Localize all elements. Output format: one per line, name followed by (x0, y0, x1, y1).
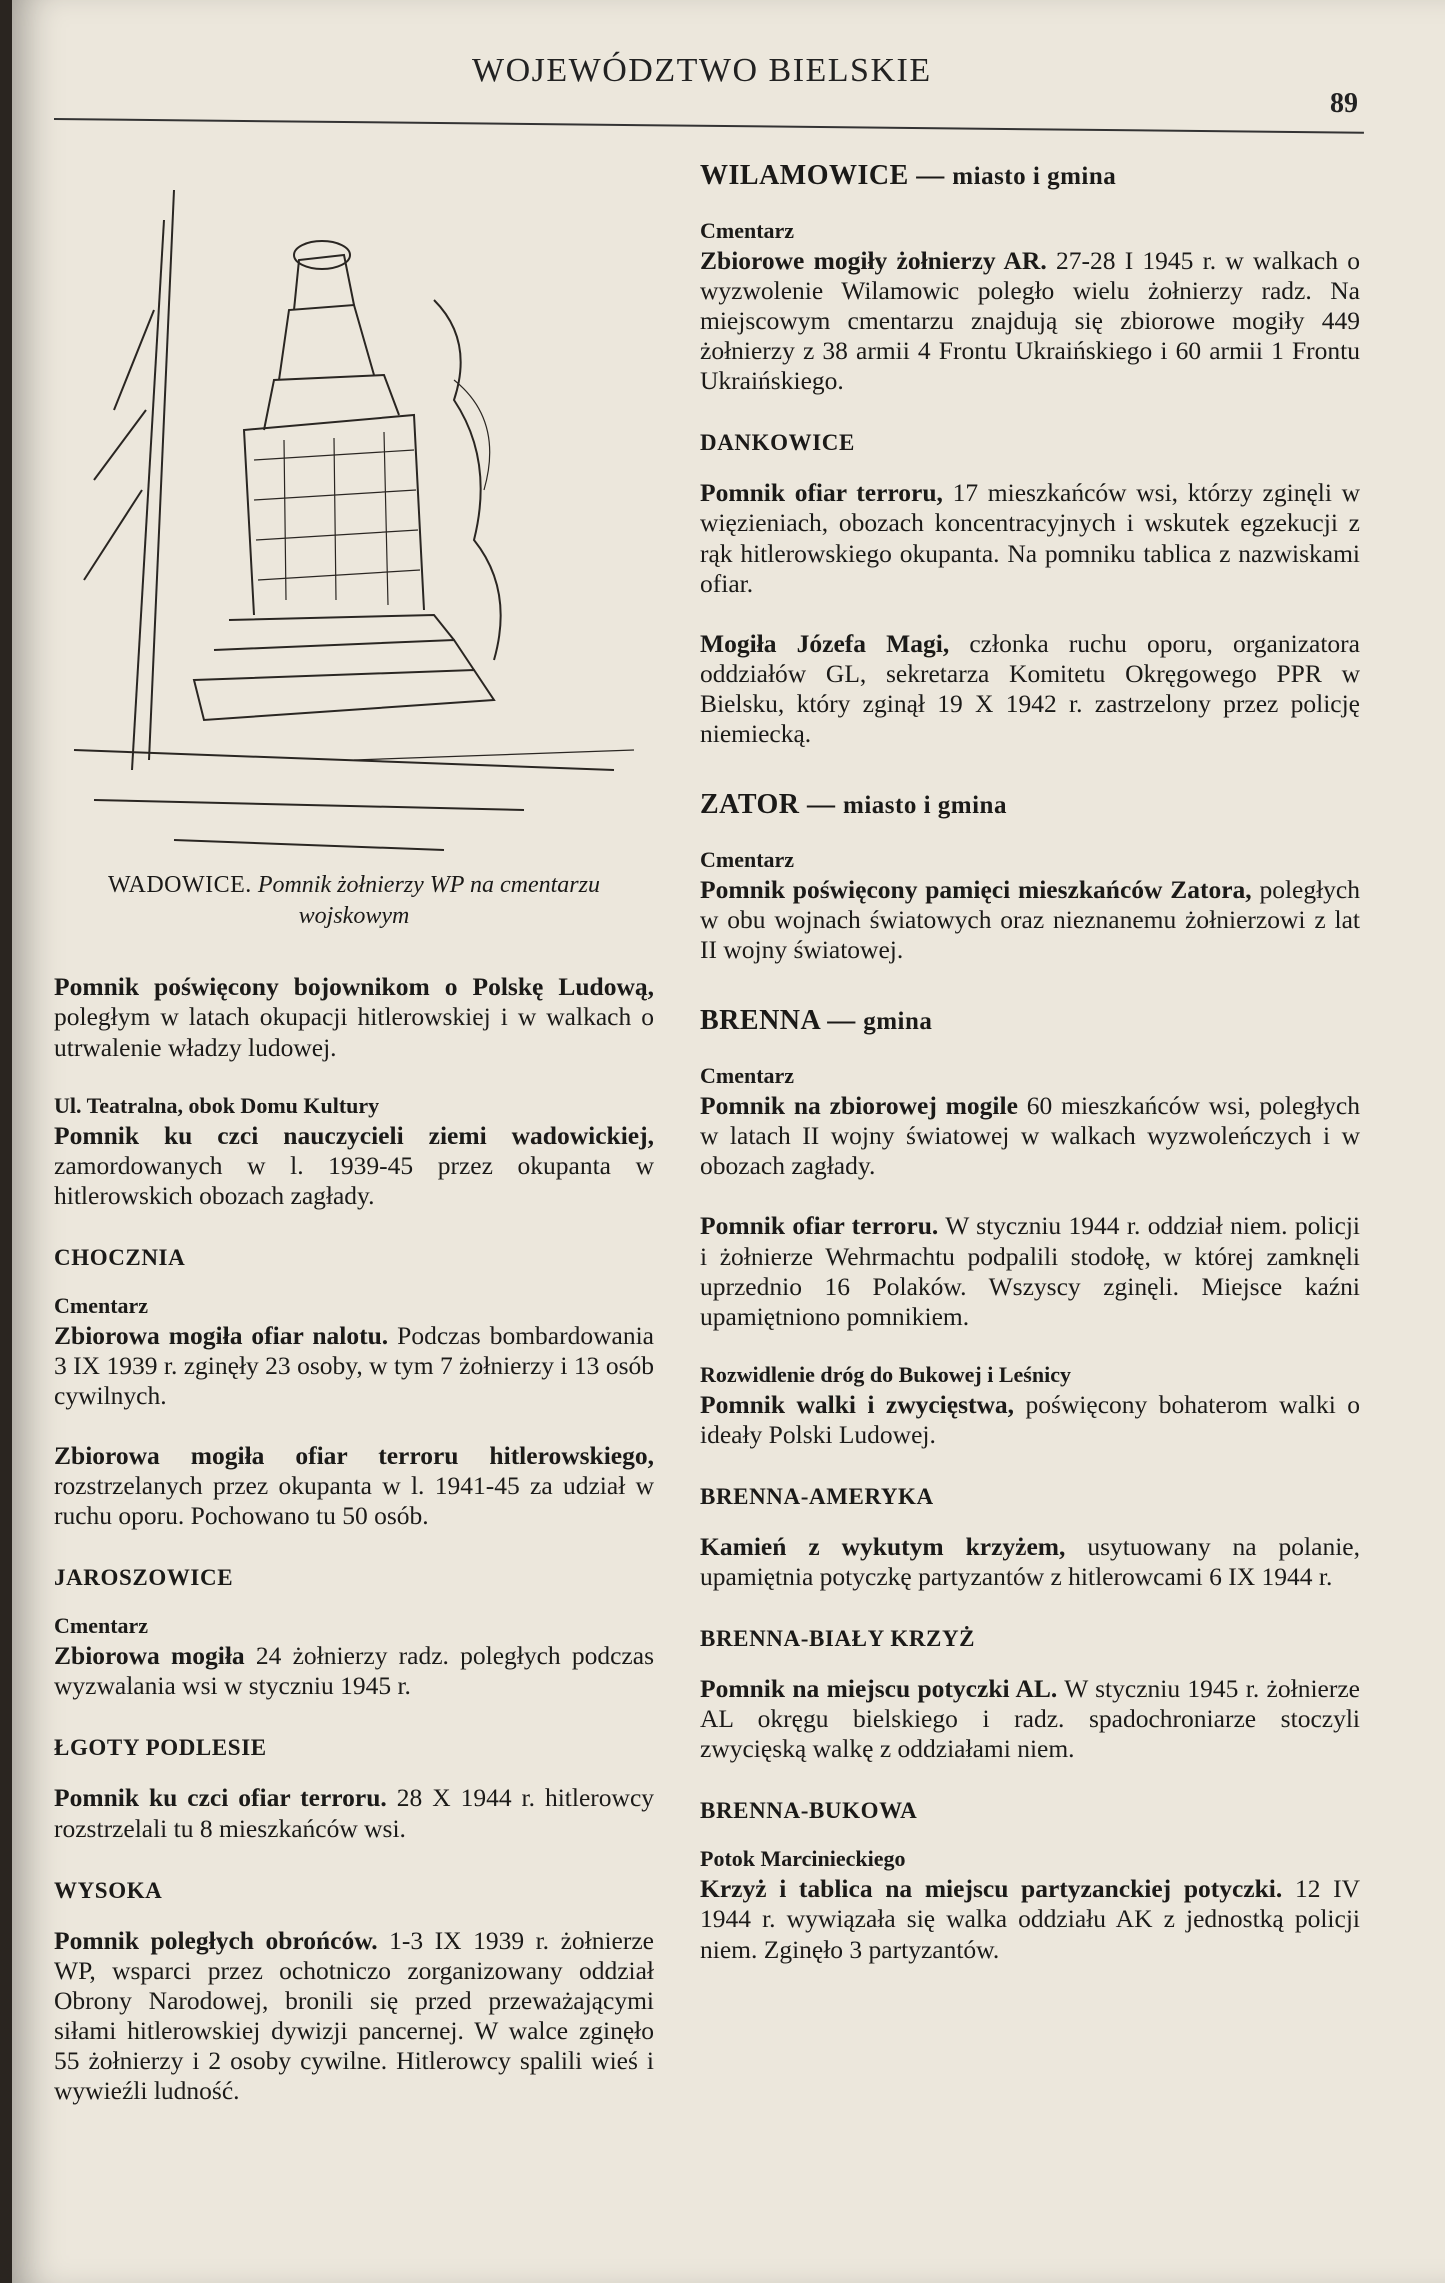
section-kind: gmina (863, 1008, 933, 1036)
entry-title: Kamień z wykutym krzyżem, (700, 1531, 1066, 1561)
left-column (54, 160, 654, 2136)
entry-paragraph (54, 1121, 654, 1211)
entry-text: 28 X 1944 r. hitlerowcy rozstrzelali tu 8 mieszkańców wsi. (54, 1783, 655, 1843)
entry-paragraph (700, 1211, 1360, 1331)
entry-paragraph (54, 972, 654, 1062)
entry-text: poległym w latach okupacji hitlerowskiej i w walkach o utrwalenie władzy ludowej. (54, 1002, 654, 1062)
entry-text: Podczas bombardowania 3 IX 1939 r. zginęły 23 osoby, w tym 7 żołnierzy i 13 osób cywilnych. (54, 1320, 654, 1410)
entry-text: 17 mieszkańców wsi, którzy zginęli w więzieniach, obozach koncentracyjnych i wskutek egzekucji z rąk hitlerowskiego okupanta. Na pomniku tablica z nazwiskami ofiar. (700, 478, 1361, 598)
section-name: ZATOR (700, 789, 800, 821)
entry-title: Pomnik ofiar terroru, (700, 478, 943, 508)
monument-sketch (54, 160, 654, 860)
entry-paragraph (54, 1321, 654, 1411)
entry-text: 60 mieszkańców wsi, poległych w latach II wojny światowej w walkach wyzwoleńczych i w obozach zagłady. (700, 1091, 1360, 1181)
entry-paragraph (700, 875, 1360, 965)
location-subheading: Cmentarz (700, 1063, 795, 1089)
header-rule (54, 118, 1364, 134)
locality-heading-brenna-ameryka: BRENNA-AMERYKA (700, 1483, 934, 1509)
locality-heading-wysoka: WYSOKA (54, 1877, 163, 1903)
locality-heading-lgoty: ŁGOTY PODLESIE (54, 1735, 267, 1761)
running-head: WOJEWÓDZTWO BIELSKIE (472, 52, 932, 89)
location-subheading: Cmentarz (54, 1613, 149, 1639)
monument-illustration (54, 160, 654, 860)
entry-title: Mogiła Józefa Magi, (700, 628, 950, 658)
entry-title: Krzyż i tablica na miejscu partyzanckiej potyczki. (700, 1874, 1283, 1904)
section-name: WILAMOWICE (700, 160, 909, 191)
entry-paragraph (700, 1874, 1360, 1964)
locality-heading-brenna-bukowa: BRENNA-BUKOWA (700, 1798, 918, 1824)
entry-text: poświęcony bohaterom walki o ideały Polski Ludowej. (700, 1389, 1360, 1449)
entry-text: 1-3 IX 1939 r. żołnierze WP, wsparci przez ochotniczo zorganizowany oddział Obrony Narodowej, bronili się przed przeważającymi siłami hitlerowskiej dywizji pancernej. W walce zginęło 55 żołnierzy i 2 osoby cywilne. Hitlerowcy spalili wieś i wywieźli ludność. (54, 1925, 655, 2106)
location-subheading: Ul. Teatralna, obok Domu Kultury (54, 1092, 380, 1118)
caption-place: WADOWICE. (108, 872, 252, 898)
entry-text: usytuowany na polanie, upamiętnia potyczkę partyzantów z hitlerowcami 6 IX 1944 r. (700, 1531, 1360, 1592)
entry-title: Zbiorowe mogiły żołnierzy AR. (700, 246, 1047, 275)
entry-title: Zbiorowa mogiła ofiar nalotu. (54, 1320, 389, 1350)
location-subheading: Cmentarz (700, 847, 795, 873)
location-subheading: Cmentarz (700, 218, 795, 243)
entry-paragraph (700, 1091, 1360, 1181)
illustration-caption (54, 870, 654, 932)
section-kind: miasto i gmina (952, 163, 1117, 190)
entry-text: poległych w obu wojnach światowych oraz nieznanemu żołnierzowi z lat II wojny światowej. (700, 875, 1360, 965)
entry-title: Pomnik poświęcony pamięci mieszkańców Zatora, (700, 875, 1252, 905)
entry-title: Zbiorowa mogiła ofiar terroru hitlerowskiego, (54, 1441, 654, 1471)
entry-title: Pomnik ku czci ofiar terroru. (54, 1783, 387, 1813)
entry-title: Pomnik poległych obrońców. (54, 1925, 378, 1955)
entry-paragraph (700, 246, 1360, 396)
caption-text: Pomnik żołnierzy WP na cmentarzu wojskowym (257, 872, 600, 930)
section-title-wilamowice (700, 160, 1360, 192)
entry-text: rozstrzelanych przez okupanta w l. 1941-45 za udział w ruchu oporu. Pochowano tu 50 osób. (54, 1471, 654, 1531)
entry-paragraph (54, 1926, 654, 2106)
entry-title: Pomnik walki i zwycięstwa, (700, 1389, 1015, 1419)
entry-paragraph (700, 1674, 1360, 1764)
entry-text: 12 IV 1944 r. wywiązała się walka oddziału AK z jednostką policji niem. Zginęło 3 partyzantów. (700, 1874, 1360, 1964)
entry-title: Pomnik ku czci nauczycieli ziemi wadowickiej, (54, 1120, 654, 1150)
book-page (12, 0, 1445, 2283)
entry-title: Pomnik na zbiorowej mogile (700, 1091, 1018, 1121)
section-dash: — (827, 1005, 856, 1037)
entry-paragraph (700, 1390, 1360, 1450)
entry-text: członka ruchu oporu, organizatora oddziałów GL, sekretarza Komitetu Okręgowego PPR w Bielsku, który zginął 19 X 1942 r. zastrzelony przez policję niemiecką. (700, 628, 1360, 748)
entry-title: Pomnik poświęcony bojownikom o Polskę Ludową, (54, 972, 654, 1002)
entry-text: zamordowanych w l. 1939-45 przez okupanta w hitlerowskich obozach zagłady. (54, 1150, 654, 1210)
right-column (700, 160, 1360, 1995)
location-subheading: Rozwidlenie dróg do Bukowej i Leśnicy (700, 1361, 1071, 1387)
entry-text: 27-28 I 1945 r. w walkach o wyzwolenie Wilamowic poległo wielu żołnierzy radz. Na miejscowym cmentarzu znajdują się zbiorowe mogiły 449 żołnierzy z 38 armii 4 Frontu Ukraińskiego i 60 armii 1 Frontu Ukraińskiego. (700, 246, 1360, 396)
entry-title: Zbiorowa mogiła (54, 1641, 245, 1671)
section-kind: miasto i gmina (843, 792, 1007, 820)
entry-paragraph (54, 1783, 654, 1843)
locality-heading-dankowice: DANKOWICE (700, 430, 855, 456)
section-title-zator (700, 789, 1360, 821)
entry-paragraph (700, 1532, 1360, 1592)
entry-paragraph (54, 1441, 654, 1531)
entry-text: W styczniu 1945 r. żołnierze AL okręgu bielskiego i radz. spadochroniarze stoczyli zwycięską walkę z oddziałami niem. (700, 1674, 1360, 1764)
locality-heading-brenna-bialy-krzyz: BRENNA-BIAŁY KRZYŻ (700, 1626, 976, 1652)
locality-heading-chocznia: CHOCZNIA (54, 1244, 186, 1270)
location-subheading: Potok Marcinieckiego (700, 1846, 906, 1872)
entry-paragraph (54, 1641, 654, 1701)
entry-title: Pomnik ofiar terroru. (700, 1211, 939, 1241)
entry-paragraph (700, 629, 1360, 749)
entry-text: W styczniu 1944 r. oddział niem. policji i żołnierze Wehrmachtu podpalili stodołę, w której zamknęli uprzednio 16 Polaków. Wszyscy zginęli. Miejsce kaźni upamiętniono pomnikiem. (700, 1211, 1361, 1331)
section-name: BRENNA (700, 1005, 820, 1037)
entry-title: Pomnik na miejscu potyczki AL. (700, 1674, 1058, 1704)
entry-text: 24 żołnierzy radz. poległych podczas wyzwalania wsi w styczniu 1945 r. (54, 1641, 654, 1701)
locality-heading-jaroszowice: JAROSZOWICE (54, 1565, 234, 1591)
location-subheading: Cmentarz (54, 1292, 149, 1318)
section-dash: — (807, 789, 836, 821)
page-number: 89 (1330, 88, 1358, 119)
section-title-brenna (700, 1005, 1360, 1037)
entry-paragraph (700, 478, 1360, 598)
section-dash: — (916, 160, 945, 191)
